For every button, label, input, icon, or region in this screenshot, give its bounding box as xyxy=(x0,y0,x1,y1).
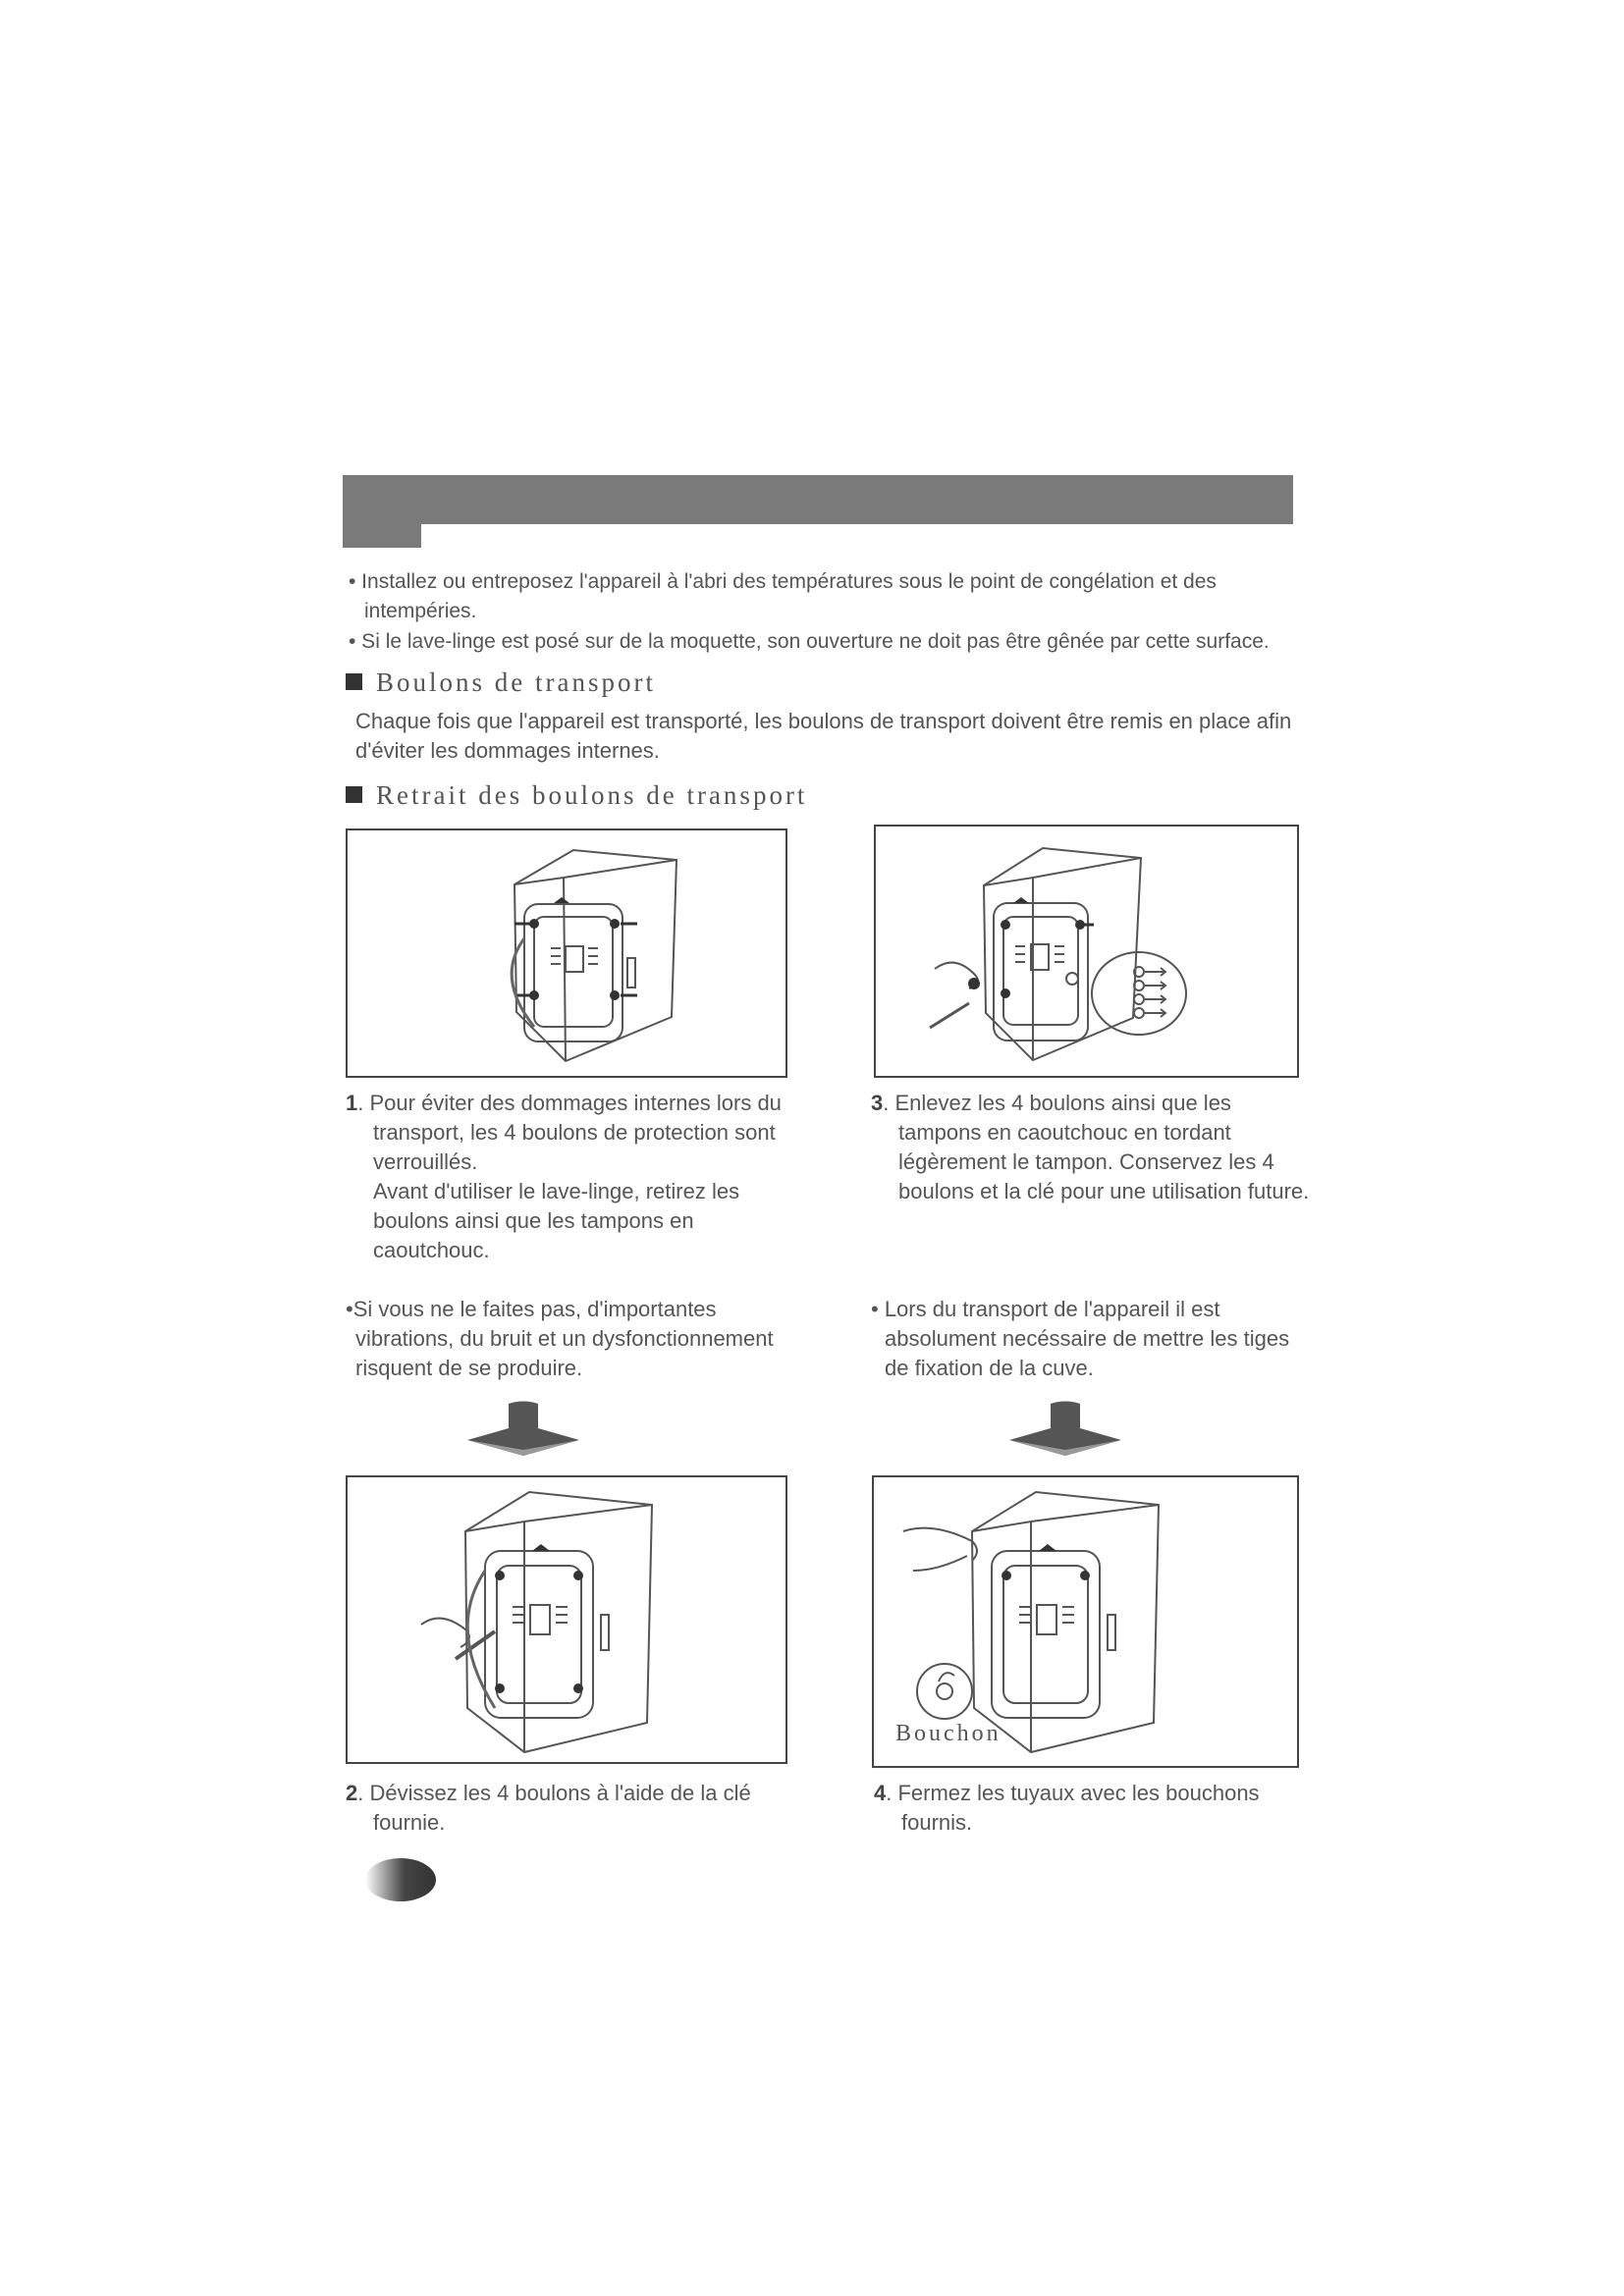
step-1-line-2: transport, les 4 boulons de protection sont xyxy=(373,1120,776,1145)
step-3-line-1: Enlevez les 4 boulons ainsi que les xyxy=(894,1091,1231,1115)
step-4-line-2: fournis. xyxy=(901,1810,973,1835)
square-bullet-icon xyxy=(346,673,362,690)
step-2: 2. Dévissez les 4 boulons à l'aide de la clé fournie. xyxy=(346,1779,751,1838)
note-right-line-3: de fixation de la cuve. xyxy=(885,1356,1094,1380)
step-2-line-1: Dévissez les 4 boulons à l'aide de la clé xyxy=(369,1781,751,1805)
step-3-line-3: légèrement le tampon. Conservez les 4 xyxy=(898,1149,1274,1174)
bouchon-label: Bouchon xyxy=(895,1721,1001,1746)
step-4-number: 4 xyxy=(874,1781,887,1805)
step-3-number: 3 xyxy=(871,1091,884,1115)
step-2-line-2: fournie. xyxy=(373,1810,446,1835)
step-4-line-1: Fermez les tuyaux avec les bouchons xyxy=(897,1781,1260,1805)
section-header-bar xyxy=(343,475,1293,524)
note-left xyxy=(346,1295,774,1383)
section1-text-line-2: d'éviter les dommages internes. xyxy=(355,738,660,763)
step-1-line-1: Pour éviter des dommages internes lors du xyxy=(369,1091,782,1115)
note-left-line-1: •Si vous ne le faites pas, d'importantes xyxy=(346,1297,717,1321)
down-arrow-icon xyxy=(1001,1399,1129,1458)
figure-step-3 xyxy=(874,825,1299,1078)
step-1-line-6: caoutchouc. xyxy=(373,1238,490,1262)
note-right xyxy=(871,1295,1289,1383)
figure-step-2 xyxy=(346,1475,787,1764)
section1-text-line-1: Chaque fois que l'appareil est transporté, les boulons de transport doivent être remis en place afin xyxy=(355,709,1292,733)
washing-machine-rear-illustration xyxy=(348,830,785,1076)
step-3-line-2: tampons en caoutchouc en tordant xyxy=(898,1120,1231,1145)
step-3: 3. Enlevez les 4 boulons ainsi que les tampons en caoutchouc en tordant légèrement le tampon. Conservez les 4 boulons et la clé pour une utilisation future. xyxy=(871,1089,1309,1206)
note-left-line-3: risquent de se produire. xyxy=(355,1356,583,1380)
step-1-line-4: Avant d'utiliser le lave-linge, retirez les xyxy=(373,1179,740,1203)
section-header-tab xyxy=(343,524,421,548)
intro-bullet-1-line-1: • Installez ou entreposez l'appareil à l'abri des températures sous le point de congélation et des xyxy=(349,570,1217,593)
square-bullet-icon xyxy=(346,786,362,803)
washing-machine-unscrew-illustration xyxy=(348,1477,785,1762)
bolt-icon xyxy=(1134,967,1165,977)
step-3-line-4: boulons et la clé pour une utilisation future. xyxy=(898,1179,1310,1203)
step-1-number: 1 xyxy=(346,1091,358,1115)
figure-step-4 xyxy=(872,1475,1299,1768)
note-left-line-2: vibrations, du bruit et un dysfonctionnement xyxy=(355,1326,774,1351)
section-title-transport-bolts: Boulons de transport xyxy=(346,667,656,698)
step-1-line-3: verrouillés. xyxy=(373,1149,478,1174)
intro-bullet-1-line-2: intempéries. xyxy=(364,600,477,622)
note-right-line-2: absolument necéssaire de mettre les tiges xyxy=(885,1326,1290,1351)
intro-bullet-2: • Si le lave-linge est posé sur de la moquette, son ouverture ne doit pas être gênée par cette surface. xyxy=(349,630,1270,653)
step-4: 4. Fermez les tuyaux avec les bouchons fournis. xyxy=(874,1779,1260,1838)
page-number-badge xyxy=(344,1855,442,1904)
section-title-bolt-removal: Retrait des boulons de transport xyxy=(346,780,807,811)
washing-machine-bolt-removal-illustration xyxy=(876,827,1297,1076)
note-right-line-1: • Lors du transport de l'appareil il est xyxy=(871,1297,1220,1321)
figure-step-1 xyxy=(346,828,787,1078)
step-2-number: 2 xyxy=(346,1781,358,1805)
step-1: 1. Pour éviter des dommages internes lors du transport, les 4 boulons de protection sont verrouillés. Avant d'utiliser le lave-linge, retirez les boulons ainsi que les tampons en caoutchouc. xyxy=(346,1089,782,1265)
down-arrow-icon xyxy=(460,1399,587,1458)
step-1-line-5: boulons ainsi que les tampons en xyxy=(373,1208,694,1233)
